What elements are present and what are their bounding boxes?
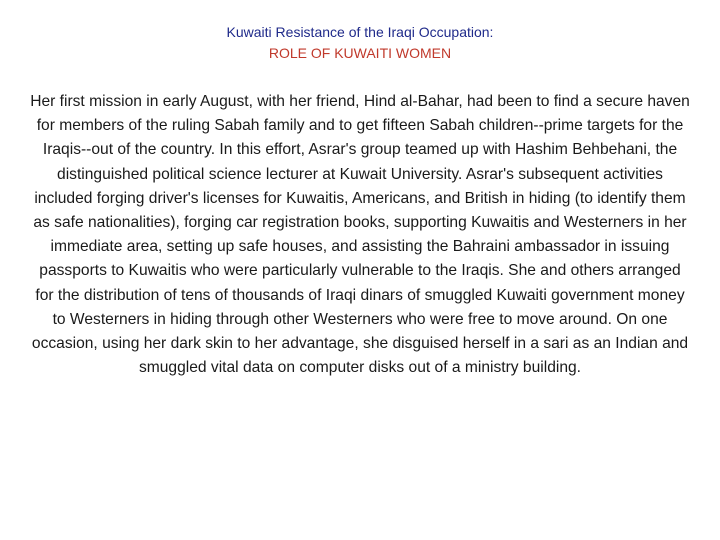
slide-body-text: Her first mission in early August, with her friend, Hind al-Bahar, had been to find a secure haven for members of the ruling Sabah family and to get fifteen Sabah children--prime targets for the Iraqis--out of the country. In this effort, Asrar's group teamed up with Hashim Behbehani, the distinguished political science lecturer at Kuwait University. Asrar's subsequent activities included forging driver's licenses for Kuwaitis, Americans, and British in hiding (to identify them as safe nationalities), forging car registration books, supporting Kuwaitis and Westerners in her immediate area, setting up safe houses, and assisting the Bahraini ambassador in issuing passports to Kuwaitis who were particularly vulnerable to the Iraqis. She and others arranged for the distribution of tens of thousands of Iraqi dinars of smuggled Kuwaiti government money to Westerners in hiding through other Westerners who were free to move around. On one occasion, using her dark skin to her advantage, she disguised herself in a sari as an Indian and smuggled vital data on computer disks out of a ministry building. (30, 93, 690, 377)
slide-title: Kuwaiti Resistance of the Iraqi Occupation: (226, 24, 494, 40)
slide-subtitle: ROLE OF KUWAITI WOMEN (268, 45, 452, 61)
title-block (0, 22, 720, 63)
